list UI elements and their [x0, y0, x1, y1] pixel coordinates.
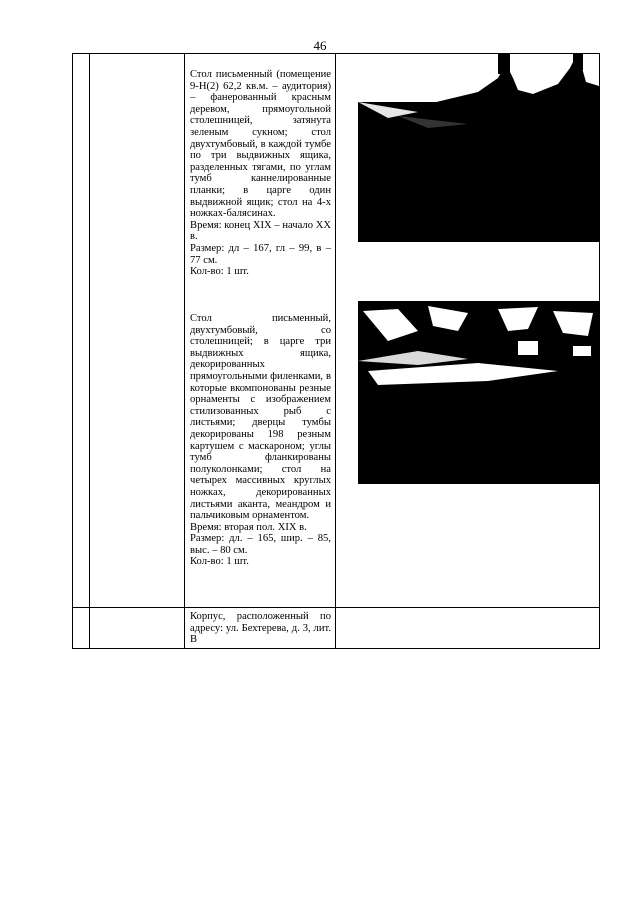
- row-divider: [73, 648, 600, 649]
- building-address: [190, 611, 331, 646]
- page-number: 46: [313, 38, 327, 53]
- desk-photo-2-image: [358, 301, 599, 484]
- item-description: Стол письменный, двухтумбовый, со столешницей; в царге три выдвижных ящика, декорированных прямоугольными филенками, в которые вкомпонованы резные орнаменты с изображением стилизованных рыб с листьями; дверцы тумбы декорированы 198 резным картушем с маскароном; углы тумб фланкированы полуколонками; стол на четырех массивных круглых ножках, декорированных листьями аканта, меандром и пальчиковым орнаментом.: [190, 313, 331, 522]
- item-count: Кол-во: 1 шт.: [190, 266, 249, 278]
- column-divider: [335, 54, 336, 649]
- desk-photo-2: [358, 301, 599, 484]
- item-size: Размер: дл. – 165, шир. – 85, выс. – 80 см.: [190, 533, 331, 556]
- item-size: Размер: дл – 167, гл – 99, в – 77 см.: [190, 242, 331, 266]
- row-divider: [73, 607, 600, 608]
- inventory-table: [72, 53, 600, 649]
- item-description-desk-1: [190, 69, 331, 278]
- item-time: Время: вторая пол. XIX в.: [190, 521, 307, 533]
- column-divider: [89, 54, 90, 649]
- item-description-desk-2: [190, 313, 331, 568]
- item-time: Время: конец XIX – начало XX в.: [190, 219, 331, 243]
- item-count: Кол-во: 1 шт.: [190, 556, 249, 568]
- desk-photo-1-image: [358, 54, 599, 242]
- item-description: Стол письменный (помещение 9-Н(2) 62,2 кв.м. – аудитория) – фанерованный красным деревом, прямоугольной столешницей, затянута зеленым сукном; стол двухтумбовый, в каждой тумбе по три выдвижных ящика, разделенных тягами, по углам тумб каннелированные планки; в царге один выдвижной ящик; стол на 4-х ножках-балясинах.: [190, 69, 331, 220]
- column-divider: [599, 54, 600, 649]
- desk-photo-1: [358, 54, 599, 242]
- column-divider: [184, 54, 185, 649]
- item-description: Корпус, расположенный по адресу: ул. Бехтерева, д. 3, лит. В: [190, 611, 331, 646]
